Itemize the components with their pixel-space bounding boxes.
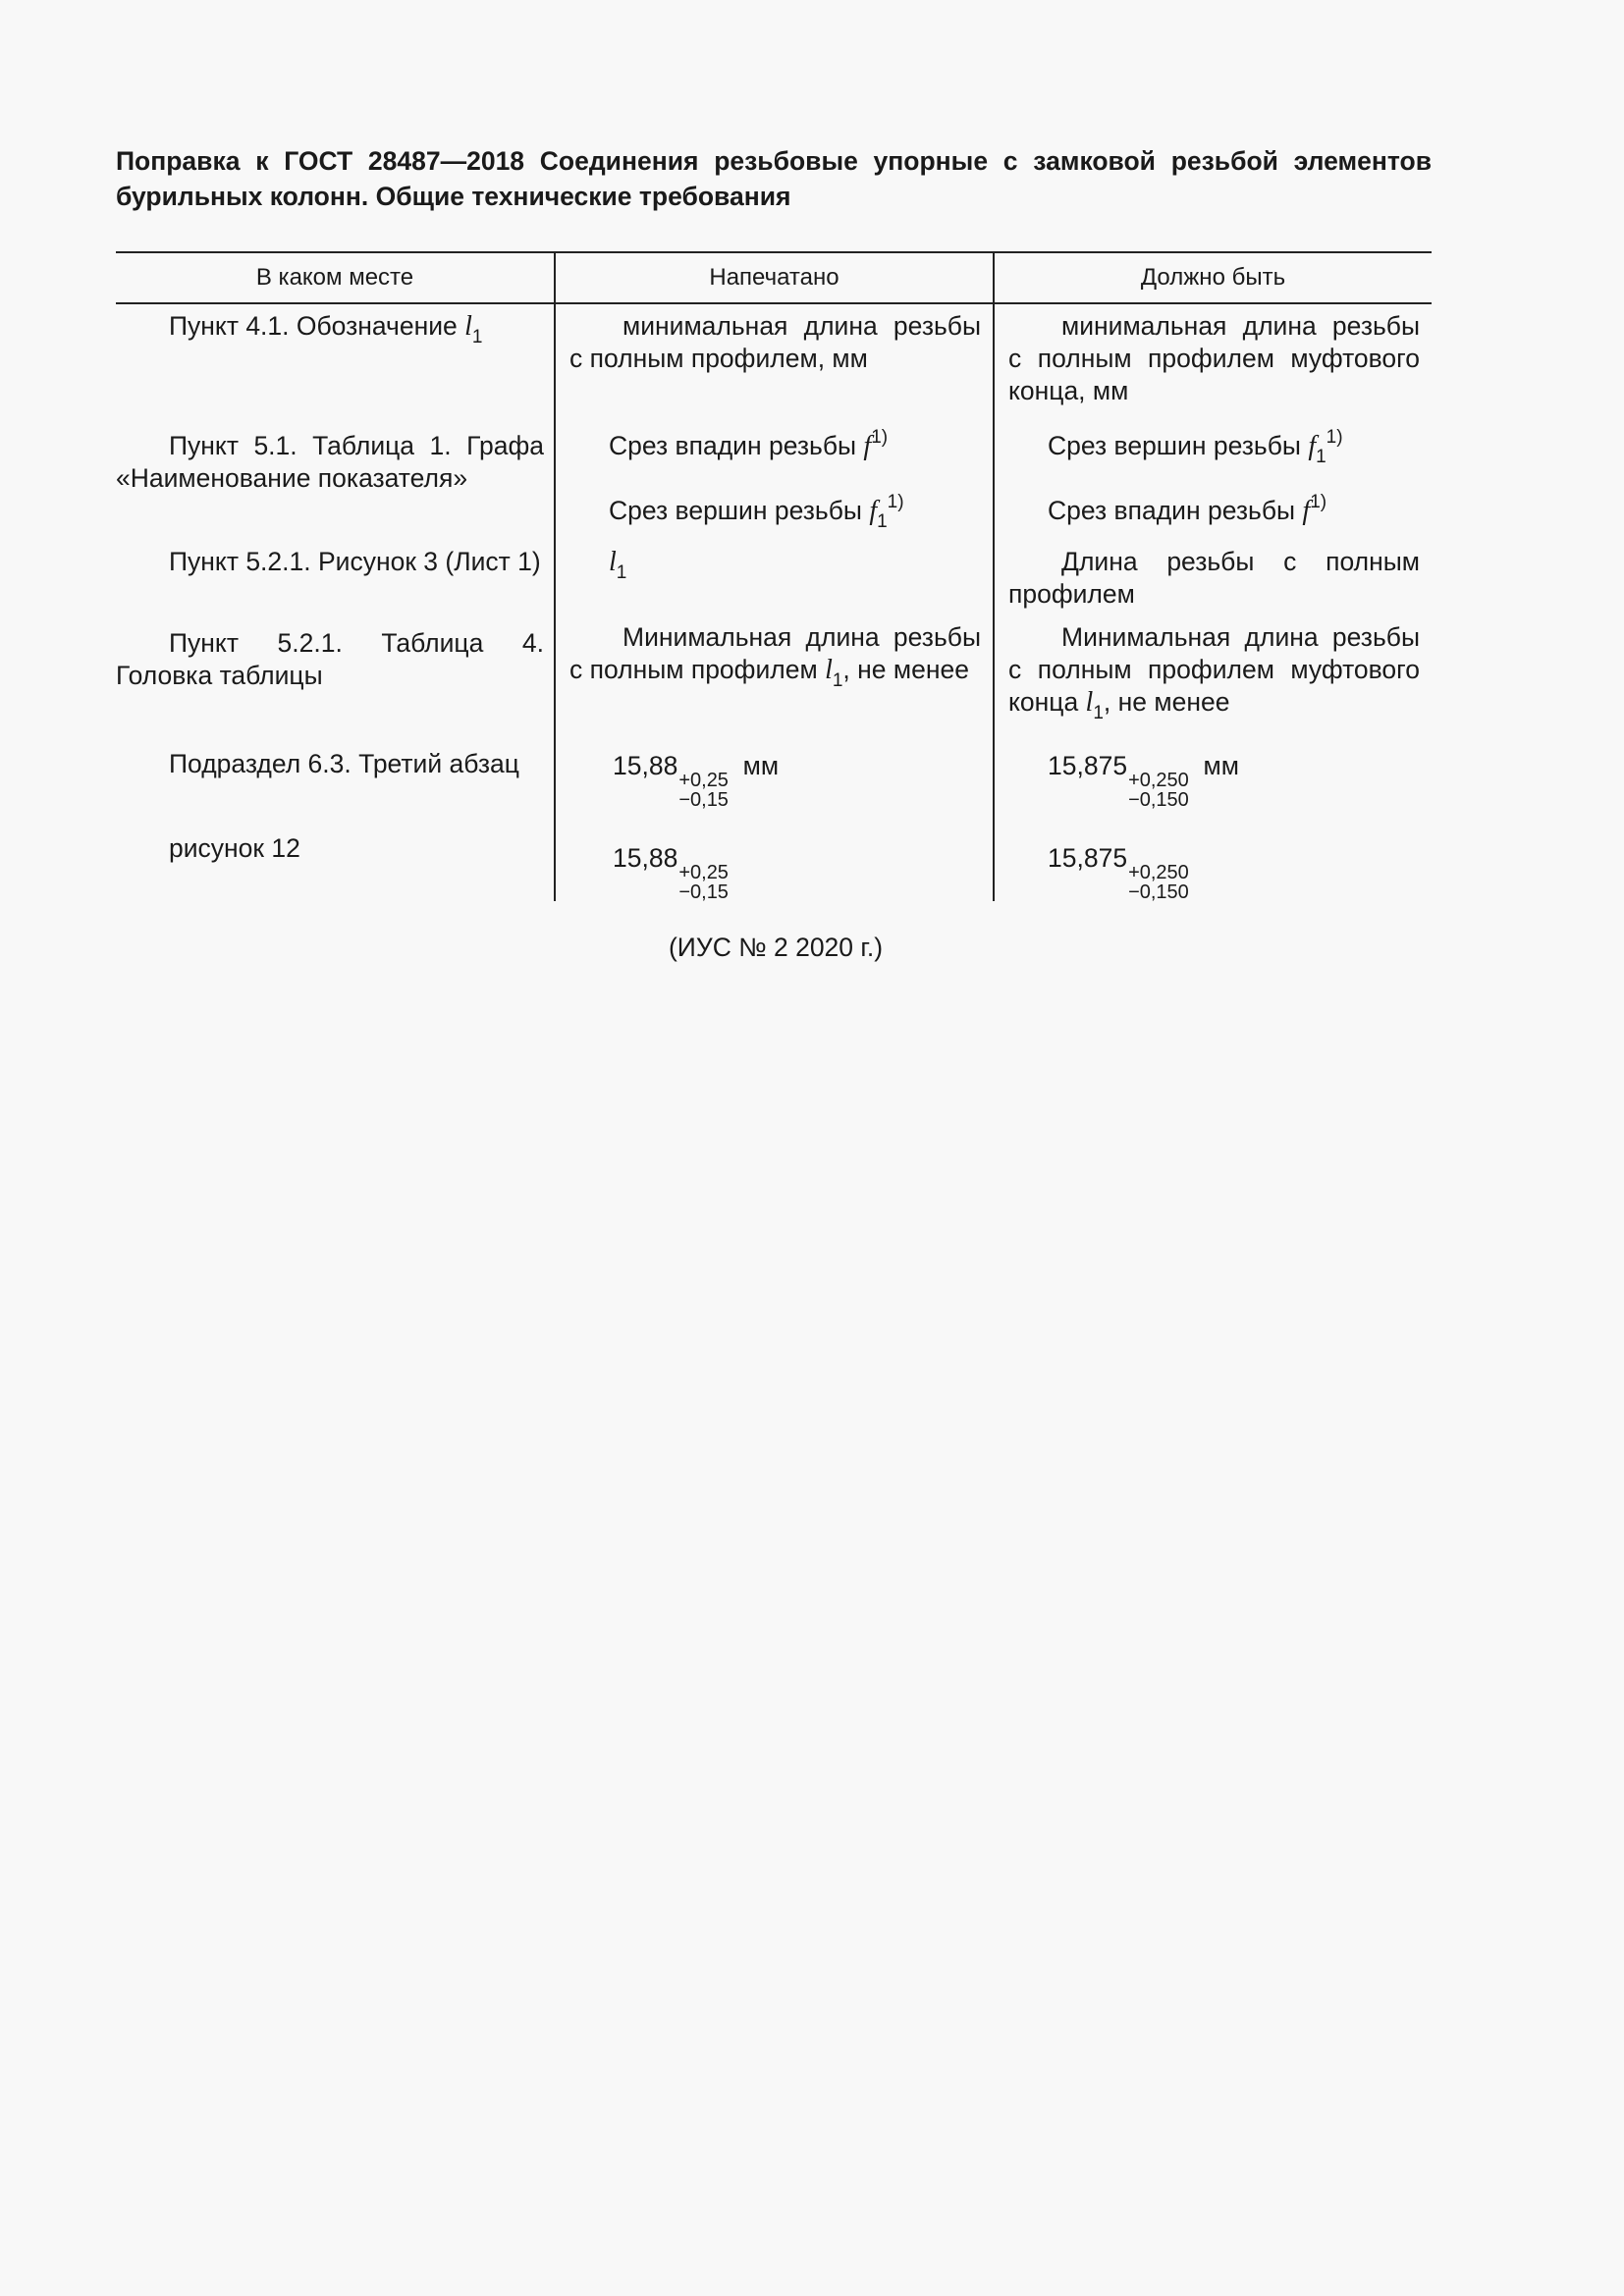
table-body: [116, 304, 1432, 901]
tolerance: +0,25 −0,15: [678, 770, 729, 811]
row3-correct: Длина резьбы с полным профилем: [1008, 547, 1420, 609]
tolerance: +0,250 −0,150: [1128, 770, 1189, 811]
document-title: Поправка к ГОСТ 28487—2018 Соединения резьбовые упорные с замковой резьбой элементов бурильных колонн. Общие технические требования: [116, 146, 1432, 211]
header-correct: Должно быть: [993, 253, 1432, 302]
footer-note: (ИУС № 2 2020 г.): [668, 933, 884, 962]
row4-correct: Минимальная длина резьбы с полным профилем муфтового конца $l_1$, не менее: [1008, 622, 1420, 723]
row6-printed: 15,88 +0,25 −0,15: [613, 843, 729, 903]
tolerance: +0,25 −0,15: [678, 862, 729, 903]
column-place: [116, 304, 554, 901]
header-place: В каком месте: [255, 264, 414, 291]
row2-correct: [1008, 424, 1420, 540]
column-correct: [993, 304, 1432, 901]
header-printed: Напечатано: [554, 253, 993, 302]
row1-place: Пункт 4.1. Обозначение $l_1$: [169, 311, 483, 347]
row3-place: Пункт 5.2.1. Рисунок 3 (Лист 1): [169, 547, 541, 576]
row4-place: Пункт 5.2.1. Таблица 4. Головка таблицы: [116, 628, 544, 690]
row4-printed: Минимальная длина резьбы с полным профилем $l_1$, не менее: [569, 622, 981, 691]
column-printed: [554, 304, 993, 901]
row1-printed: минимальная длина резьбы с полным профилем, мм: [569, 311, 981, 373]
row2-printed-a: Срез впадин резьбы $f^{1)}$: [609, 427, 889, 461]
corrections-table: [116, 251, 1432, 901]
row3-printed: $l_1$: [609, 547, 627, 583]
tolerance: +0,250 −0,150: [1128, 862, 1189, 903]
row6-place: рисунок 12: [169, 833, 300, 863]
row2-correct-a: Срез вершин резьбы $f_1^{1)}$: [1048, 427, 1343, 467]
table-header: [116, 251, 1432, 304]
row5-correct: 15,875 +0,250 −0,150 мм: [1048, 751, 1239, 811]
row2-printed-b: Срез вершин резьбы $f_1^{1)}$: [609, 492, 904, 532]
row2-printed: [569, 424, 981, 540]
row2-correct-b: Срез впадин резьбы $f^{1)}$: [1048, 492, 1327, 526]
row1-correct: минимальная длина резьбы с полным профилем муфтового конца, мм: [1008, 311, 1420, 405]
row2-place: Пункт 5.1. Таблица 1. Графа «Наименование показателя»: [116, 431, 544, 493]
row5-place: Подраздел 6.3. Третий абзац: [169, 749, 519, 778]
row6-correct: 15,875 +0,250 −0,150: [1048, 843, 1189, 903]
row5-printed: 15,88 +0,25 −0,15 мм: [613, 751, 780, 811]
